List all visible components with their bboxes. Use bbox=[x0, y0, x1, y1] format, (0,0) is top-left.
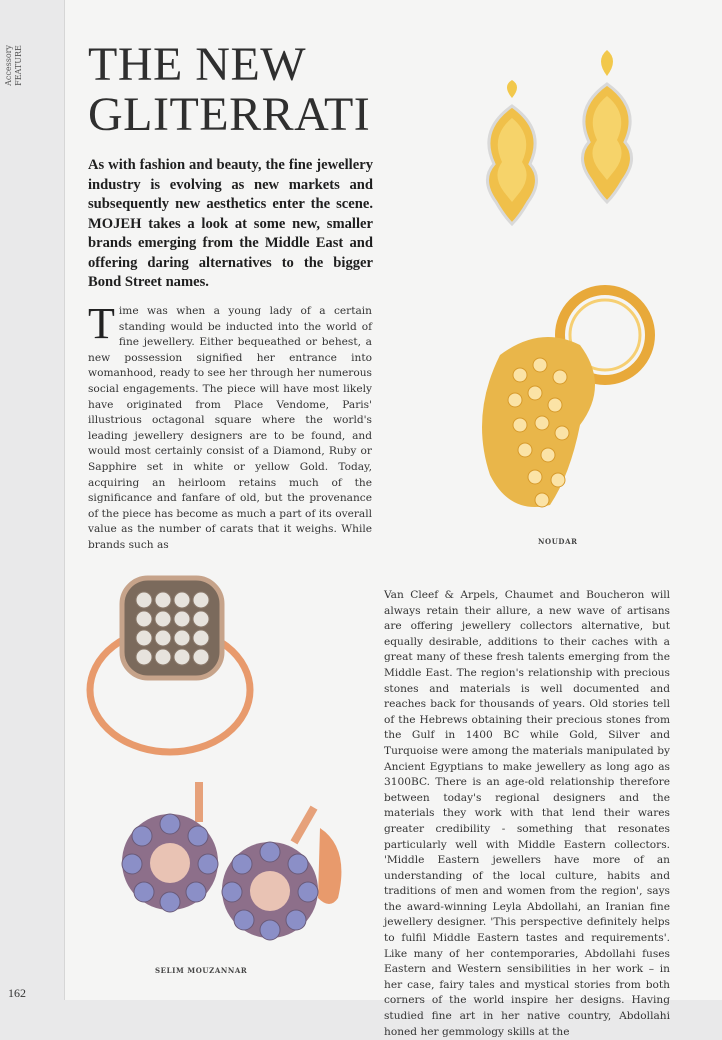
body-column-1-text: ime was when a young lady of a certain standing would be inducted into the world of fine jewellery. Either bequeathed or behest, a new possession signified her entrance into womanhood, ready to see her through her numerous social engagements. The piece will have most likely have originated from Place Vendome, Paris' illustrious octagonal square where the world's leading jewellery designers are to be found, and would most certainly consist of a Diamond, Ruby or Sapphire set in white or yellow Gold. Today, acquiring an heirloom retains much of the significance and fanfare of old, but the provenance of the piece has become as much a part of its overall value as the number of carats that it weighs. While brands such as bbox=[88, 305, 372, 551]
section-label-primary: Accessory bbox=[4, 45, 13, 86]
yellow-earrings-image bbox=[470, 48, 670, 238]
rose-gold-ring-image bbox=[70, 560, 280, 770]
page-number: 162 bbox=[8, 986, 26, 1000]
section-label bbox=[4, 45, 24, 86]
article-title bbox=[88, 40, 388, 140]
cufflinks-image bbox=[110, 772, 360, 957]
drop-cap: T bbox=[88, 299, 115, 348]
title-line-2: GLITERRATI bbox=[88, 88, 371, 141]
gold-ring-image bbox=[470, 265, 670, 530]
section-label-secondary: FEATURE bbox=[14, 45, 23, 86]
caption-noudar: NOUDAR bbox=[538, 537, 578, 546]
caption-selim-mouzannar: SELIM MOUZANNAR bbox=[155, 966, 248, 975]
body-column-1 bbox=[88, 299, 372, 554]
body-column-2: Van Cleef & Arpels, Chaumet and Boucheron will always retain their allure, a new wave of artisans are offering jewellery collectors alternative, but equally desirable, additions to their caches with a great many of these fresh talents emerging from the Middle East. The region's relationship with precious stones and materials is well documented and reaches back for thousands of years. Old stories tell of the Hebrews obtaining their precious stones from the Gulf in 1400 BC while Gold, Silver and Turquoise were among the materials manipulated by Ancient Egyptians to make jewellery as long ago as 3100BC. There is an age-old relationship therefore between today's regional designers and the materials they work with that lend their wares greater credibility - something that resonates particularly well with Middle Eastern collectors. 'Middle Eastern jewellers have more of an understanding of the local culture, habits and traditions of men and women from the region', says the award-winning Leyla Abdollahi, an Iranian fine jewellery designer. 'This perspective definitely helps to fulfil Middle Eastern tastes and requirements'. Like many of her contemporaries, Abdollahi fuses Eastern and Western sensibilities in her work – in her case, fairy tales and mystical stories from both corners of the world inspire her designs. Having studied fine art in her native country, Abdollahi honed her gemmology skills at the bbox=[384, 589, 670, 1038]
title-line-1: THE NEW bbox=[88, 38, 307, 91]
article-intro: As with fashion and beauty, the fine jewellery industry is evolving as new markets and subsequently new aesthetics enter the scene. MOJEH takes a look at some new, smaller brands emerging from the Middle East and offering daring alternatives to the bigger Bond Street names. bbox=[88, 157, 373, 290]
